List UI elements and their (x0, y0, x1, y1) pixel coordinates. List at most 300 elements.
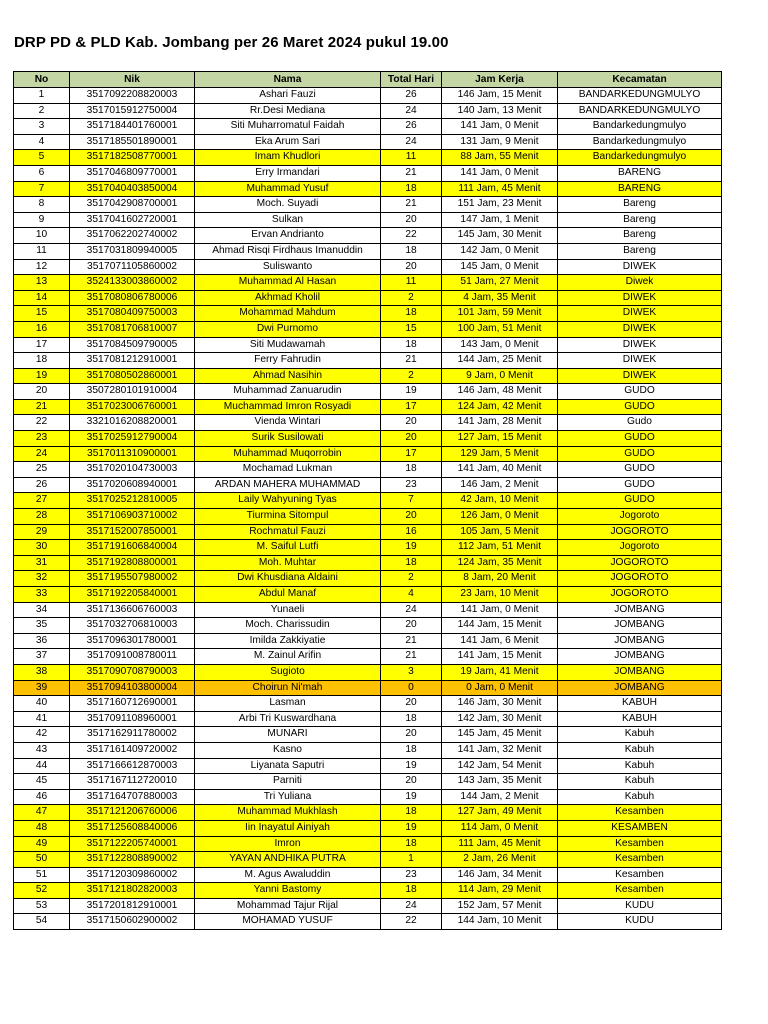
cell-no: 53 (14, 898, 70, 914)
cell-jam-kerja: 145 Jam, 30 Menit (442, 228, 558, 244)
column-header-jam-kerja: Jam Kerja (442, 72, 558, 88)
cell-nama: Iin Inayatul Ainiyah (195, 820, 381, 836)
cell-jam-kerja: 0 Jam, 0 Menit (442, 680, 558, 696)
table-row (14, 883, 722, 899)
cell-total-hari: 18 (381, 243, 442, 259)
cell-nama: Muhammad Zanuarudin (195, 384, 381, 400)
cell-kecamatan: Kesamben (558, 805, 722, 821)
table-row (14, 867, 722, 883)
cell-total-hari: 22 (381, 228, 442, 244)
cell-kecamatan: Kabuh (558, 727, 722, 743)
table-body (14, 88, 722, 930)
cell-total-hari: 24 (381, 602, 442, 618)
cell-nama: Kasno (195, 742, 381, 758)
cell-no: 21 (14, 399, 70, 415)
cell-nik: 3517122808890002 (70, 852, 195, 868)
table-row (14, 571, 722, 587)
cell-kecamatan: Kesamben (558, 836, 722, 852)
cell-jam-kerja: 19 Jam, 41 Menit (442, 664, 558, 680)
table-row (14, 462, 722, 478)
table-row (14, 134, 722, 150)
cell-nama: Muchammad Imron Rosyadi (195, 399, 381, 415)
cell-kecamatan: Kesamben (558, 867, 722, 883)
cell-nama: Imron (195, 836, 381, 852)
cell-jam-kerja: 146 Jam, 34 Menit (442, 867, 558, 883)
cell-no: 49 (14, 836, 70, 852)
cell-nama: Muhammad Al Hasan (195, 275, 381, 291)
cell-nik: 3517201812910001 (70, 898, 195, 914)
cell-total-hari: 24 (381, 103, 442, 119)
cell-nik: 3517161409720002 (70, 742, 195, 758)
cell-nik: 3517031809940005 (70, 243, 195, 259)
cell-no: 26 (14, 477, 70, 493)
cell-nik: 3517162911780002 (70, 727, 195, 743)
cell-total-hari: 24 (381, 134, 442, 150)
table-row (14, 633, 722, 649)
table-row (14, 103, 722, 119)
cell-kecamatan: DIWEK (558, 337, 722, 353)
cell-jam-kerja: 142 Jam, 54 Menit (442, 758, 558, 774)
cell-nama: Dwi Purnomo (195, 321, 381, 337)
cell-kecamatan: GUDO (558, 384, 722, 400)
cell-nama: Siti Muharromatul Faidah (195, 119, 381, 135)
cell-jam-kerja: 88 Jam, 55 Menit (442, 150, 558, 166)
cell-no: 46 (14, 789, 70, 805)
table-row (14, 243, 722, 259)
cell-total-hari: 7 (381, 493, 442, 509)
cell-jam-kerja: 140 Jam, 13 Menit (442, 103, 558, 119)
table-row (14, 696, 722, 712)
cell-kecamatan: Bareng (558, 243, 722, 259)
table-row (14, 509, 722, 525)
cell-kecamatan: JOMBANG (558, 602, 722, 618)
cell-nik: 3517062202740002 (70, 228, 195, 244)
cell-nik: 3517150602900002 (70, 914, 195, 930)
cell-kecamatan: Kabuh (558, 774, 722, 790)
cell-kecamatan: BARENG (558, 181, 722, 197)
cell-kecamatan: BANDARKEDUNGMULYO (558, 88, 722, 104)
cell-total-hari: 20 (381, 727, 442, 743)
cell-nik: 3517080502860001 (70, 368, 195, 384)
cell-nik: 3517167112720010 (70, 774, 195, 790)
cell-nik: 3517120309860002 (70, 867, 195, 883)
cell-nik: 3517091008780011 (70, 649, 195, 665)
column-header-nama: Nama (195, 72, 381, 88)
cell-nik: 3517195507980002 (70, 571, 195, 587)
cell-total-hari: 19 (381, 789, 442, 805)
table-row (14, 555, 722, 571)
cell-no: 35 (14, 618, 70, 634)
table-row (14, 384, 722, 400)
cell-nik: 3517032706810003 (70, 618, 195, 634)
cell-nik: 3517182508770001 (70, 150, 195, 166)
table-row (14, 306, 722, 322)
cell-nik: 3517080806780006 (70, 290, 195, 306)
cell-nik: 3517192205840001 (70, 587, 195, 603)
cell-jam-kerja: 145 Jam, 45 Menit (442, 727, 558, 743)
cell-no: 47 (14, 805, 70, 821)
cell-total-hari: 17 (381, 399, 442, 415)
cell-no: 6 (14, 165, 70, 181)
cell-kecamatan: Jogoroto (558, 509, 722, 525)
cell-no: 24 (14, 446, 70, 462)
cell-total-hari: 21 (381, 633, 442, 649)
cell-total-hari: 26 (381, 119, 442, 135)
cell-nama: Sugioto (195, 664, 381, 680)
cell-jam-kerja: 147 Jam, 1 Menit (442, 212, 558, 228)
cell-kecamatan: DIWEK (558, 353, 722, 369)
cell-kecamatan: DIWEK (558, 259, 722, 275)
cell-total-hari: 11 (381, 150, 442, 166)
cell-no: 10 (14, 228, 70, 244)
cell-kecamatan: JOGOROTO (558, 571, 722, 587)
cell-jam-kerja: 142 Jam, 0 Menit (442, 243, 558, 259)
table-row (14, 711, 722, 727)
cell-nik: 3517041602720001 (70, 212, 195, 228)
cell-jam-kerja: 144 Jam, 10 Menit (442, 914, 558, 930)
cell-kecamatan: Gudo (558, 415, 722, 431)
column-header-no: No (14, 72, 70, 88)
cell-jam-kerja: 127 Jam, 49 Menit (442, 805, 558, 821)
cell-no: 40 (14, 696, 70, 712)
cell-kecamatan: Kesamben (558, 852, 722, 868)
cell-nama: Mohammad Tajur Rijal (195, 898, 381, 914)
cell-jam-kerja: 144 Jam, 2 Menit (442, 789, 558, 805)
cell-nik: 3517071105860002 (70, 259, 195, 275)
table-row (14, 150, 722, 166)
cell-nama: MUNARI (195, 727, 381, 743)
cell-no: 4 (14, 134, 70, 150)
cell-no: 38 (14, 664, 70, 680)
cell-jam-kerja: 111 Jam, 45 Menit (442, 836, 558, 852)
cell-total-hari: 2 (381, 290, 442, 306)
cell-no: 5 (14, 150, 70, 166)
table-row (14, 321, 722, 337)
cell-jam-kerja: 111 Jam, 45 Menit (442, 181, 558, 197)
table-row (14, 602, 722, 618)
cell-nama: Muhammad Mukhlash (195, 805, 381, 821)
table-row (14, 477, 722, 493)
cell-no: 7 (14, 181, 70, 197)
cell-total-hari: 19 (381, 758, 442, 774)
cell-no: 19 (14, 368, 70, 384)
cell-jam-kerja: 8 Jam, 20 Menit (442, 571, 558, 587)
table-row (14, 399, 722, 415)
cell-nama: Muhammad Muqorrobin (195, 446, 381, 462)
cell-nik: 3517042908700001 (70, 197, 195, 213)
cell-total-hari: 20 (381, 696, 442, 712)
cell-nik: 3517015912750004 (70, 103, 195, 119)
cell-no: 27 (14, 493, 70, 509)
cell-jam-kerja: 141 Jam, 32 Menit (442, 742, 558, 758)
cell-total-hari: 18 (381, 883, 442, 899)
cell-nik: 3517020104730003 (70, 462, 195, 478)
cell-jam-kerja: 146 Jam, 2 Menit (442, 477, 558, 493)
cell-kecamatan: DIWEK (558, 290, 722, 306)
cell-kecamatan: JOMBANG (558, 649, 722, 665)
table-row (14, 618, 722, 634)
cell-nik: 3517164707880003 (70, 789, 195, 805)
cell-nik: 3517096301780001 (70, 633, 195, 649)
cell-nama: Moch. Charissudin (195, 618, 381, 634)
cell-nik: 3517084509790005 (70, 337, 195, 353)
cell-nama: Dwi Khusdiana Aldaini (195, 571, 381, 587)
table-row (14, 290, 722, 306)
cell-no: 30 (14, 540, 70, 556)
cell-no: 1 (14, 88, 70, 104)
cell-nama: M. Saiful Lutfi (195, 540, 381, 556)
table-row (14, 275, 722, 291)
cell-total-hari: 19 (381, 384, 442, 400)
cell-nik: 3517121206760006 (70, 805, 195, 821)
cell-no: 18 (14, 353, 70, 369)
cell-nik: 3517092208820003 (70, 88, 195, 104)
cell-nama: Ferry Fahrudin (195, 353, 381, 369)
cell-nama: Ahmad Risqi Firdhaus Imanuddin (195, 243, 381, 259)
cell-kecamatan: DIWEK (558, 321, 722, 337)
cell-no: 15 (14, 306, 70, 322)
cell-kecamatan: JOGOROTO (558, 524, 722, 540)
cell-total-hari: 18 (381, 742, 442, 758)
cell-nama: Yanni Bastomy (195, 883, 381, 899)
cell-total-hari: 18 (381, 462, 442, 478)
cell-jam-kerja: 101 Jam, 59 Menit (442, 306, 558, 322)
cell-jam-kerja: 144 Jam, 15 Menit (442, 618, 558, 634)
cell-kecamatan: Jogoroto (558, 540, 722, 556)
cell-kecamatan: JOMBANG (558, 664, 722, 680)
cell-jam-kerja: 112 Jam, 51 Menit (442, 540, 558, 556)
cell-no: 23 (14, 431, 70, 447)
cell-no: 9 (14, 212, 70, 228)
cell-jam-kerja: 144 Jam, 25 Menit (442, 353, 558, 369)
table-row (14, 852, 722, 868)
cell-nik: 3517046809770001 (70, 165, 195, 181)
cell-nama: Choirun Ni'mah (195, 680, 381, 696)
cell-no: 50 (14, 852, 70, 868)
cell-nik: 3517091108960001 (70, 711, 195, 727)
cell-nik: 3517184401760001 (70, 119, 195, 135)
table-row (14, 587, 722, 603)
table-row (14, 758, 722, 774)
cell-nik: 3517011310900001 (70, 446, 195, 462)
cell-total-hari: 24 (381, 898, 442, 914)
cell-nama: Lasman (195, 696, 381, 712)
cell-kecamatan: KESAMBEN (558, 820, 722, 836)
cell-jam-kerja: 141 Jam, 40 Menit (442, 462, 558, 478)
table-row (14, 197, 722, 213)
cell-jam-kerja: 141 Jam, 28 Menit (442, 415, 558, 431)
cell-total-hari: 20 (381, 415, 442, 431)
cell-no: 34 (14, 602, 70, 618)
cell-nama: Rr.Desi Mediana (195, 103, 381, 119)
table-row (14, 774, 722, 790)
cell-jam-kerja: 143 Jam, 0 Menit (442, 337, 558, 353)
cell-nama: Parniti (195, 774, 381, 790)
cell-kecamatan: Bareng (558, 212, 722, 228)
cell-nik: 3517025912790004 (70, 431, 195, 447)
column-header-kecamatan: Kecamatan (558, 72, 722, 88)
cell-kecamatan: BANDARKEDUNGMULYO (558, 103, 722, 119)
page-title: DRP PD & PLD Kab. Jombang per 26 Maret 2024 pukul 19.00 (14, 34, 449, 51)
cell-jam-kerja: 146 Jam, 48 Menit (442, 384, 558, 400)
cell-nama: Ervan Andrianto (195, 228, 381, 244)
cell-kecamatan: JOMBANG (558, 618, 722, 634)
table-row (14, 415, 722, 431)
cell-nik: 3517166612870003 (70, 758, 195, 774)
cell-kecamatan: Diwek (558, 275, 722, 291)
table-row (14, 914, 722, 930)
cell-nik: 3524133003860002 (70, 275, 195, 291)
table-row (14, 789, 722, 805)
cell-no: 11 (14, 243, 70, 259)
cell-jam-kerja: 151 Jam, 23 Menit (442, 197, 558, 213)
cell-kecamatan: GUDO (558, 431, 722, 447)
cell-nama: Rochmatul Fauzi (195, 524, 381, 540)
cell-nama: Suliswanto (195, 259, 381, 275)
cell-jam-kerja: 143 Jam, 35 Menit (442, 774, 558, 790)
cell-nama: M. Agus Awaluddin (195, 867, 381, 883)
cell-kecamatan: GUDO (558, 399, 722, 415)
table-row (14, 742, 722, 758)
cell-nik: 3517121802820003 (70, 883, 195, 899)
table-row (14, 353, 722, 369)
cell-jam-kerja: 114 Jam, 0 Menit (442, 820, 558, 836)
cell-nama: Ahmad Nasihin (195, 368, 381, 384)
cell-jam-kerja: 141 Jam, 0 Menit (442, 119, 558, 135)
cell-nama: Vienda Wintari (195, 415, 381, 431)
column-header-total-hari: Total Hari (381, 72, 442, 88)
cell-total-hari: 18 (381, 181, 442, 197)
data-table (13, 71, 722, 930)
cell-kecamatan: KUDU (558, 914, 722, 930)
cell-nik: 3517080409750003 (70, 306, 195, 322)
cell-nama: Abdul Manaf (195, 587, 381, 603)
table-row (14, 836, 722, 852)
cell-nik: 3517125608840006 (70, 820, 195, 836)
cell-total-hari: 17 (381, 446, 442, 462)
table-row (14, 119, 722, 135)
cell-total-hari: 21 (381, 197, 442, 213)
cell-jam-kerja: 146 Jam, 15 Menit (442, 88, 558, 104)
cell-kecamatan: Bandarkedungmulyo (558, 119, 722, 135)
cell-total-hari: 3 (381, 664, 442, 680)
cell-nama: Muhammad Yusuf (195, 181, 381, 197)
table-row (14, 664, 722, 680)
cell-jam-kerja: 141 Jam, 0 Menit (442, 602, 558, 618)
cell-nama: Laily Wahyuning Tyas (195, 493, 381, 509)
cell-nik: 3517081212910001 (70, 353, 195, 369)
table-row (14, 898, 722, 914)
cell-no: 12 (14, 259, 70, 275)
cell-jam-kerja: 100 Jam, 51 Menit (442, 321, 558, 337)
cell-nik: 3507280101910004 (70, 384, 195, 400)
cell-total-hari: 19 (381, 820, 442, 836)
table-row (14, 649, 722, 665)
cell-no: 45 (14, 774, 70, 790)
cell-nik: 3517122205740001 (70, 836, 195, 852)
table-row (14, 446, 722, 462)
cell-jam-kerja: 142 Jam, 30 Menit (442, 711, 558, 727)
cell-kecamatan: GUDO (558, 462, 722, 478)
cell-jam-kerja: 105 Jam, 5 Menit (442, 524, 558, 540)
table-row (14, 259, 722, 275)
cell-nik: 3517192808800001 (70, 555, 195, 571)
cell-no: 20 (14, 384, 70, 400)
table-row (14, 165, 722, 181)
cell-nama: Tiurmina Sitompul (195, 509, 381, 525)
cell-no: 25 (14, 462, 70, 478)
cell-kecamatan: Bareng (558, 197, 722, 213)
cell-no: 51 (14, 867, 70, 883)
cell-nik: 3517040403850004 (70, 181, 195, 197)
cell-no: 39 (14, 680, 70, 696)
cell-kecamatan: GUDO (558, 477, 722, 493)
cell-jam-kerja: 145 Jam, 0 Menit (442, 259, 558, 275)
cell-jam-kerja: 2 Jam, 26 Menit (442, 852, 558, 868)
cell-no: 17 (14, 337, 70, 353)
cell-total-hari: 23 (381, 477, 442, 493)
cell-kecamatan: JOMBANG (558, 680, 722, 696)
cell-total-hari: 20 (381, 774, 442, 790)
cell-no: 42 (14, 727, 70, 743)
cell-nik: 3517090708790003 (70, 664, 195, 680)
cell-no: 33 (14, 587, 70, 603)
cell-no: 31 (14, 555, 70, 571)
cell-nama: Ashari Fauzi (195, 88, 381, 104)
cell-jam-kerja: 127 Jam, 15 Menit (442, 431, 558, 447)
cell-total-hari: 20 (381, 431, 442, 447)
cell-total-hari: 18 (381, 805, 442, 821)
cell-total-hari: 15 (381, 321, 442, 337)
cell-kecamatan: KUDU (558, 898, 722, 914)
cell-nama: Moch. Suyadi (195, 197, 381, 213)
cell-nama: MOHAMAD YUSUF (195, 914, 381, 930)
table-row (14, 805, 722, 821)
cell-total-hari: 18 (381, 836, 442, 852)
cell-jam-kerja: 152 Jam, 57 Menit (442, 898, 558, 914)
cell-kecamatan: DIWEK (558, 368, 722, 384)
cell-kecamatan: JOGOROTO (558, 587, 722, 603)
cell-jam-kerja: 114 Jam, 29 Menit (442, 883, 558, 899)
cell-no: 48 (14, 820, 70, 836)
table-row (14, 524, 722, 540)
cell-nik: 3517185501890001 (70, 134, 195, 150)
cell-nama: Imam Khudlori (195, 150, 381, 166)
cell-jam-kerja: 4 Jam, 35 Menit (442, 290, 558, 306)
cell-kecamatan: BARENG (558, 165, 722, 181)
cell-kecamatan: Bareng (558, 228, 722, 244)
cell-no: 2 (14, 103, 70, 119)
cell-nama: Surik Susilowati (195, 431, 381, 447)
cell-kecamatan: JOMBANG (558, 633, 722, 649)
table-row (14, 337, 722, 353)
cell-nama: Siti Mudawamah (195, 337, 381, 353)
cell-nik: 3517020608940001 (70, 477, 195, 493)
cell-kecamatan: Bandarkedungmulyo (558, 134, 722, 150)
cell-total-hari: 16 (381, 524, 442, 540)
cell-kecamatan: JOGOROTO (558, 555, 722, 571)
cell-no: 28 (14, 509, 70, 525)
cell-nik: 3321016208820001 (70, 415, 195, 431)
table-row (14, 228, 722, 244)
table-row (14, 493, 722, 509)
cell-nama: Eka Arum Sari (195, 134, 381, 150)
cell-total-hari: 18 (381, 306, 442, 322)
cell-no: 43 (14, 742, 70, 758)
cell-nik: 3517160712690001 (70, 696, 195, 712)
cell-total-hari: 21 (381, 165, 442, 181)
cell-jam-kerja: 141 Jam, 0 Menit (442, 165, 558, 181)
